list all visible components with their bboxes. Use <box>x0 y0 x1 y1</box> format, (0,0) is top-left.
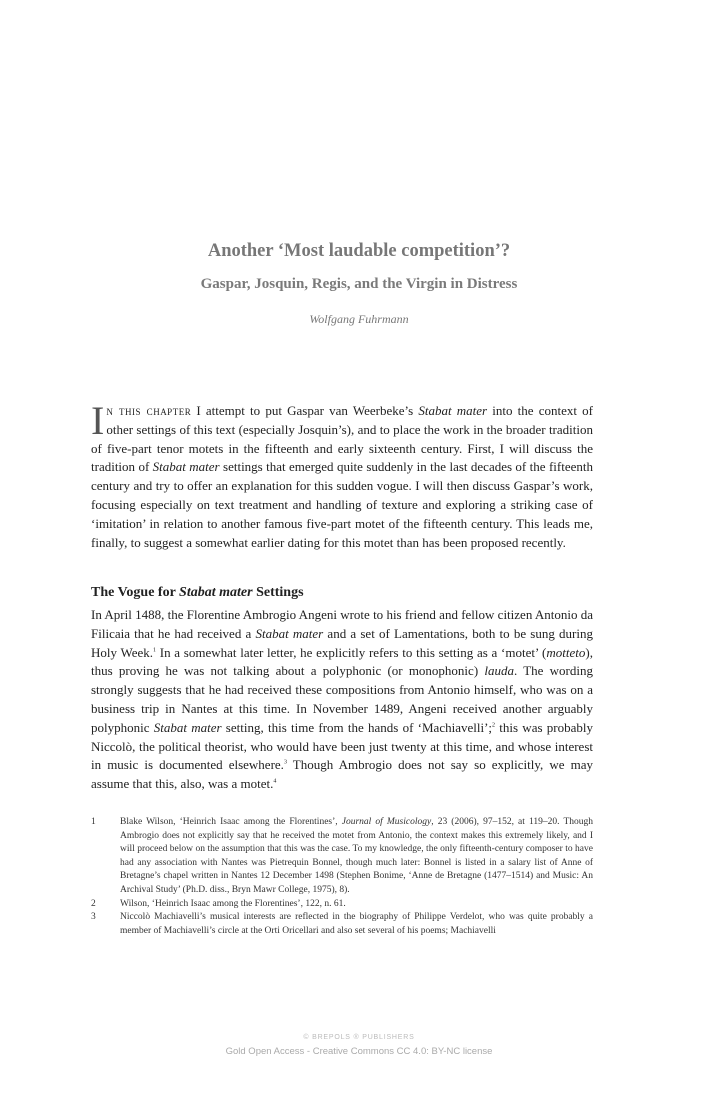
para-text: and a set of Lamentations, both to be sung during Holy Week. <box>91 625 593 660</box>
footnote-ref[interactable]: 3 <box>283 760 287 767</box>
chapter-title: Another ‘Most laudable competition’? <box>207 241 511 261</box>
footnote-italic: Journal of Musicology <box>341 817 432 827</box>
footnote-number: 2 <box>91 898 96 909</box>
footnote-text-part: Blake Wilson, ‘Heinrich Isaac among the Florentines’, <box>120 817 342 827</box>
intro-text: into the context of other settings of this text (especially Josquin’s), and to place the work in the broader tradition of five-part tenor motets in the fifteenth and early sixteenth century. First, I will discuss the tradition of <box>91 403 593 475</box>
footnote <box>91 898 593 912</box>
publisher-watermark: © BREPOLS ® PUBLISHERS <box>303 1034 415 1041</box>
section-heading-italic: Stabat mater <box>179 585 253 600</box>
footnote-ref[interactable]: 4 <box>273 778 277 785</box>
body-paragraph <box>91 606 593 794</box>
footnote-text-part: Wilson, ‘Heinrich Isaac among the Florentines’, 122, n. 61. <box>120 898 346 909</box>
footnote-number: 3 <box>91 912 96 923</box>
section-heading-text: Settings <box>252 585 304 600</box>
footnote-ref[interactable]: 2 <box>492 722 496 729</box>
footnote-text-part: Niccolò Machiavelli’s musical interests are reflected in the biography of Philippe Verdelot, who was quite probably a member of Machiavelli’s circle at the Orti Oricellari and also set several of his poems; Machiavelli <box>120 912 593 936</box>
author-name: Wolfgang Fuhrmann <box>309 312 409 326</box>
footnote-ref[interactable]: 1 <box>153 647 157 654</box>
intro-text: I attempt to put Gaspar van Weerbeke’s <box>191 403 419 418</box>
section-heading <box>91 585 304 601</box>
intro-italic: Stabat mater <box>418 403 488 418</box>
para-text: this was probably Niccolò, the political theorist, who would have been just twenty at this time, and whose interest in music is documented elsewhere. <box>91 719 593 773</box>
para-text: In a somewhat later letter, he explicitly refers to this setting as a ‘motet’ ( <box>156 644 547 660</box>
para-text: Though Ambrogio does not say so explicitly, we may assume that this, also, was a motet. <box>91 757 593 792</box>
footnote-number: 1 <box>91 817 96 827</box>
footnote-text <box>120 816 593 898</box>
footnote-text <box>120 911 593 938</box>
intro-paragraph <box>91 398 593 552</box>
para-italic: Stabat mater <box>153 719 222 735</box>
para-text: setting, this time from the hands of ‘Machiavelli’; <box>221 719 493 735</box>
para-italic: Stabat mater <box>255 625 324 641</box>
para-text: In April 1488, the Florentine Ambrogio Angeni wrote to his friend and fellow citizen Antonio da Filicaia that he had received a <box>91 607 593 641</box>
footnote-text <box>120 898 593 912</box>
para-italic: lauda <box>484 663 514 679</box>
section-heading-text: The Vogue for <box>91 585 180 600</box>
footnotes <box>91 816 593 938</box>
intro-smallcaps: n this chapter <box>106 403 192 418</box>
para-text: ), thus proving he was not talking about a polyphonic (or monophonic) <box>91 644 593 679</box>
intro-text: settings that emerged quite suddenly in the last decades of the fifteenth century and try to offer an explanation for this sudden vogue. I will then discuss Gaspar’s work, focusing especially on text treatment and handling of texture and exploring a striking case of ‘imitation’ in relation to another famous five-part motet of the fifteenth century. This leads me, finally, to suggest a somewhat earlier dating for this motet than has been proposed recently. <box>91 459 593 550</box>
footnote-text-part: , 23 (2006), 97–152, at 119–20. Though Ambrogio does not explicitly say that he received the motet from Antonio, the context makes this extremely likely, and I will proceed below on the assumption that this was the case. To my knowledge, the only fifteenth-century composer to have had any association with Nantes was Pietrequin Bonnel, though much later: Bonnel is listed in a salary list of Anne of Bretagne’s chapel written in Nantes 12 December 1498 (Stephen Bonime, ‘Anne de Bretagne (1477–1514) and Music: An Archival Study’ (Ph.D. diss., Bryn Mawr College, 1975), 8). <box>120 817 593 895</box>
intro-italic: Stabat mater <box>152 459 220 475</box>
chapter-subtitle: Gaspar, Josquin, Regis, and the Virgin in Distress <box>200 276 518 292</box>
footnote <box>91 816 593 898</box>
para-text: . The wording strongly suggests that he had received these compositions from Antonio himself, who was on a business trip in Nantes at this time. In November 1489, Angeni received another arguably polyphonic <box>91 663 593 735</box>
footnote <box>91 911 593 938</box>
license-notice: Gold Open Access - Creative Commons CC 4.0: BY-NC license <box>225 1046 493 1057</box>
drop-cap: I <box>91 398 105 443</box>
para-italic: motteto <box>546 644 586 660</box>
